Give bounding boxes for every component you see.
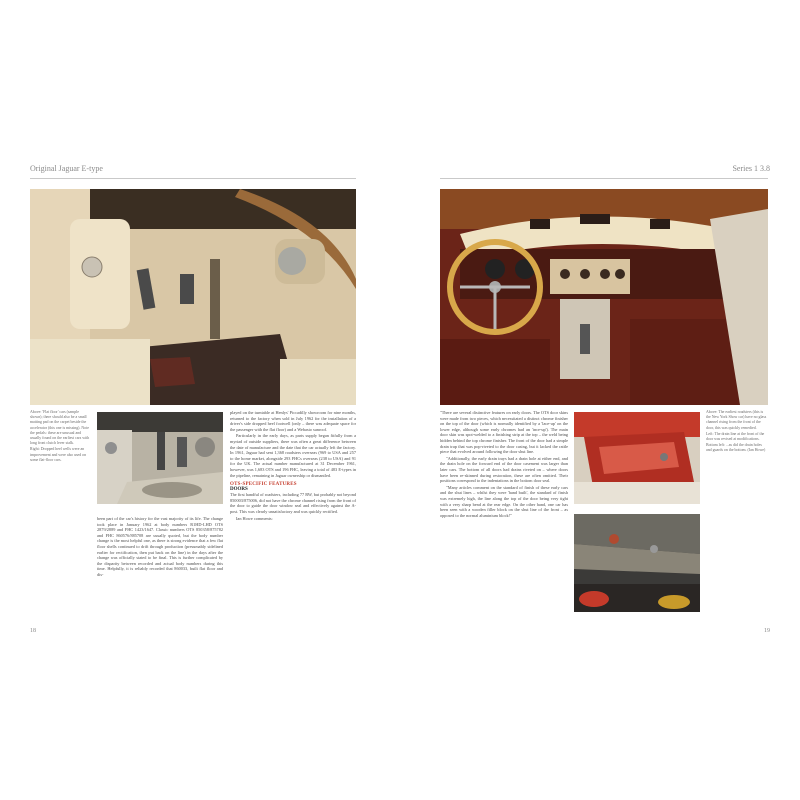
- right-col1: [440, 410, 568, 519]
- caption-left-right: Right: Dropped heel wells were an improvement and were also used on some flat-floor cars.: [30, 447, 87, 462]
- photo-footwell: [30, 189, 356, 405]
- caption-left-above: Above: 'Flat floor' cars (sample shown); there should also be a small matting pad on the carpet beside the accelerator (this one is missing). Note the pedals: these are unusual and usually found on the earliest cars with long front clutch lever stalk.: [30, 410, 90, 446]
- left-col2-para-b: Particularly in the early days, as parts supply began fitfully from a myriad of outside suppliers, there was often a great difference between the date of manufacture and the date that the car actually left the factory. In 1961, Jaguar had sent 1,368 roadsters overseas (969 to USA and 257 to the home market, alongside 293 FHCs overseas (238 to USA) and 91 for the UK. The actual number manufactured at 31 December 1961, however, was 1,683 OTS and 196 FHC, leaving a total of 483 E-types in the pipeline, remaining in Jaguar ownership or dismantled.: [230, 433, 356, 478]
- right-col1-para-c: "Many articles comment on the standard of finish of these early cars and the shut lines – whilst they were 'hand built', the standard of finish was extremely high, the line along the top of the door being very tight with a very sharp bend at the rear edge. On the other hand, one car has been seen with a wooden filler block on the shut line of the front – as opposed to the normal aluminium block!": [440, 484, 568, 518]
- caption-right: [706, 410, 768, 455]
- running-head-right: Series 1 3.8: [732, 164, 770, 173]
- left-col2-para-d: Ian Howe comments:: [236, 515, 273, 521]
- caption-right-above: Above: The earliest roadsters (this is the New York Show car) have no glass channel rising from the front of the door, this was quickly remedied.: [706, 410, 767, 430]
- running-head-left: Original Jaguar E-type: [30, 164, 103, 173]
- sub-heading-doors: DOORS: [230, 487, 248, 493]
- right-col1-para-b: "Additionally, the early drain trays had a drain hole at either end, and the drain hole on the forward end of the door casement was larger than later cars. The bottom of all doors had drains riveted on – where doors have been re-skinned during restoration, these are often omitted. Their positions correspond to the indentations in the bottom door seal.: [440, 455, 568, 484]
- left-col2-para-a: played on the turntable at Henlys' Piccadilly showroom for nine months, returned to the factory when sold in July 1962 for the installation of a driver's side dropped heel footwell (only – there was adequate space for the passenger with the flat floor) and a Webasto sunroof.: [230, 410, 356, 432]
- right-col1-para-a: "There are several distinctive features on early doors. The OTS door skins were made from two pieces, which necessitated a distinct chrome finisher on the top of the door (which is normally identified by a 'lace-up' on the lower edge, although some early chromes had an 'ince-up'). The main door skin was spot-welded to a finishing strip at the top – the weld being hidden behind the top chrome finisher. The front of the door had a simple drain trap that was pop-riveted to the door casing, but it lacked the rattle piece that evolved around following the door shut line.: [440, 410, 568, 455]
- caption-left: [30, 410, 92, 464]
- caption-right-bottom-left: Bottom left: ...as did the drain holes and guards on the bottom. (Ian Howe): [706, 443, 766, 453]
- photo-heel-well: [97, 412, 223, 504]
- section-heading-ots: OTS-SPECIFIC FEATURES: [230, 482, 297, 488]
- photo-dashboard: [440, 189, 768, 405]
- header-rule-right: [440, 178, 768, 179]
- left-col2: [230, 410, 356, 522]
- page-number-right: 19: [764, 628, 770, 634]
- page-number-left: 18: [30, 628, 36, 634]
- photo-door-top: [574, 412, 700, 504]
- header-rule-left: [30, 178, 356, 179]
- caption-right-left: Left: The drain line at the front of the door was revised at modifications.: [706, 431, 765, 442]
- photo-door-bottom: [574, 514, 700, 612]
- left-col2-para-c: The first handful of roadsters, including 77 RW, but probably not beyond 850003/875006, did not have the chrome channel rising from the front of the door to guide the door window seal and effectively against the A-post. This was clearly unsatisfactory and was quickly rectified.: [230, 492, 356, 514]
- left-col1-text: been part of the car's history for the vast majority of its life. The change took place in January 1962 at body numbers R1HD-LHD OTS 2879/2889 and FHC 1423/1647. Classic numbers OTS 850358/875782 and FHC 860576/885708 are usually quoted, but the body number change is the most helpful one, as there is strong evidence that a few flat floor shells continued to drift through production (presumably sidelined earlier for rectification, then put back on the line) in the days after the change was officially stated to be final. This is further complicated by the disparity between recorded and actual body numbers during this time. Helpfully, it is reliably recorded that 860033, built flat floor and dis-: [97, 516, 223, 577]
